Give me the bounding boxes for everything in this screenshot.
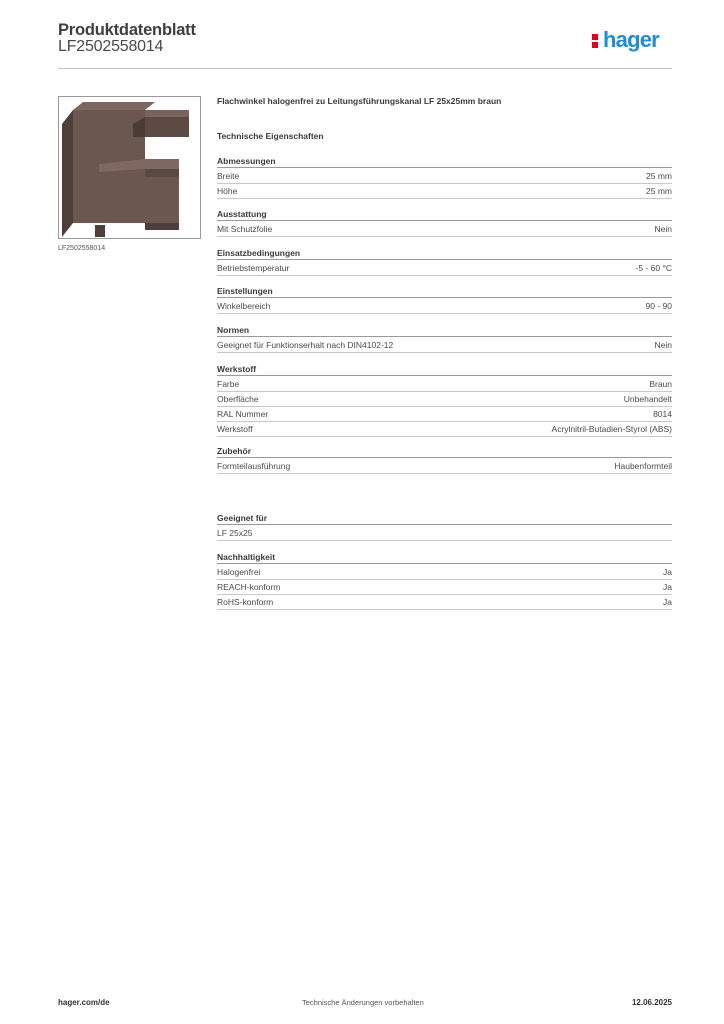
property-value: Acrylnitril-Butadien-Styrol (ABS) — [551, 424, 672, 434]
header-divider — [58, 68, 672, 69]
property-value: Haubenformteil — [614, 461, 672, 471]
property-row — [217, 459, 672, 474]
property-row — [217, 422, 672, 437]
properties-heading: Technische Eigenschaften — [217, 131, 324, 141]
property-label: LF 25x25 — [217, 528, 253, 538]
property-value: Ja — [663, 582, 672, 592]
footer-date: 12.06.2025 — [631, 998, 672, 1007]
document-title: Produktdatenblatt — [58, 21, 196, 39]
section-heading: Einstellungen — [217, 286, 672, 298]
property-value: 8014 — [653, 409, 672, 419]
hager-logo — [592, 28, 682, 58]
product-description: Flachwinkel halogenfrei zu Leitungsführungskanal LF 25x25mm braun — [217, 96, 502, 106]
property-label: Betriebstemperatur — [217, 263, 290, 273]
property-label: Breite — [217, 171, 240, 181]
property-label: Höhe — [217, 186, 238, 196]
section-heading: Zubehör — [217, 446, 672, 458]
property-value: 25 mm — [646, 186, 672, 196]
property-label: Farbe — [217, 379, 240, 389]
product-image — [58, 96, 201, 239]
property-value: Nein — [654, 340, 672, 350]
property-row — [217, 184, 672, 199]
section-heading: Normen — [217, 325, 672, 337]
property-label: Winkelbereich — [217, 301, 271, 311]
section-heading: Geeignet für — [217, 513, 672, 525]
property-value: -5 - 60 °C — [635, 263, 672, 273]
property-row — [217, 595, 672, 610]
property-label: Geeignet für Funktionserhalt nach DIN4102-12 — [217, 340, 394, 350]
footer-notice: Technische Änderungen vorbehalten — [302, 998, 424, 1007]
property-row — [217, 407, 672, 422]
property-row — [217, 392, 672, 407]
property-value: Braun — [649, 379, 672, 389]
logo-wordmark: hager — [603, 27, 659, 52]
section-heading: Einsatzbedingungen — [217, 248, 672, 260]
property-value: Unbehandelt — [623, 394, 672, 404]
property-row — [217, 299, 672, 314]
property-row — [217, 338, 672, 353]
article-number: LF2502558014 — [58, 38, 164, 55]
property-label: Oberfläche — [217, 394, 259, 404]
property-row — [217, 580, 672, 595]
property-value: Ja — [663, 567, 672, 577]
property-label: RoHS-konform — [217, 597, 274, 607]
property-label: Halogenfrei — [217, 567, 261, 577]
property-value: 90 - 90 — [645, 301, 672, 311]
property-row — [217, 526, 672, 541]
logo-dot-top — [592, 34, 598, 40]
section-heading: Werkstoff — [217, 364, 672, 376]
property-label: RAL Nummer — [217, 409, 269, 419]
section-heading: Ausstattung — [217, 209, 672, 221]
property-label: Formteilausführung — [217, 461, 291, 471]
property-row — [217, 565, 672, 580]
property-label: REACH-konform — [217, 582, 281, 592]
property-value: Ja — [663, 597, 672, 607]
flat-angle-product-illustration — [59, 97, 200, 238]
image-caption: LF2502558014 — [58, 245, 106, 252]
property-row — [217, 222, 672, 237]
property-row — [217, 377, 672, 392]
property-label: Mit Schutzfolie — [217, 224, 273, 234]
section-heading: Nachhaltigkeit — [217, 552, 672, 564]
property-value: 25 mm — [646, 171, 672, 181]
property-row — [217, 169, 672, 184]
property-row — [217, 261, 672, 276]
logo-dot-bottom — [592, 42, 598, 48]
property-value: Nein — [654, 224, 672, 234]
property-label: Werkstoff — [217, 424, 253, 434]
footer-website-link[interactable]: hager.com/de — [58, 998, 110, 1007]
section-heading: Abmessungen — [217, 156, 672, 168]
